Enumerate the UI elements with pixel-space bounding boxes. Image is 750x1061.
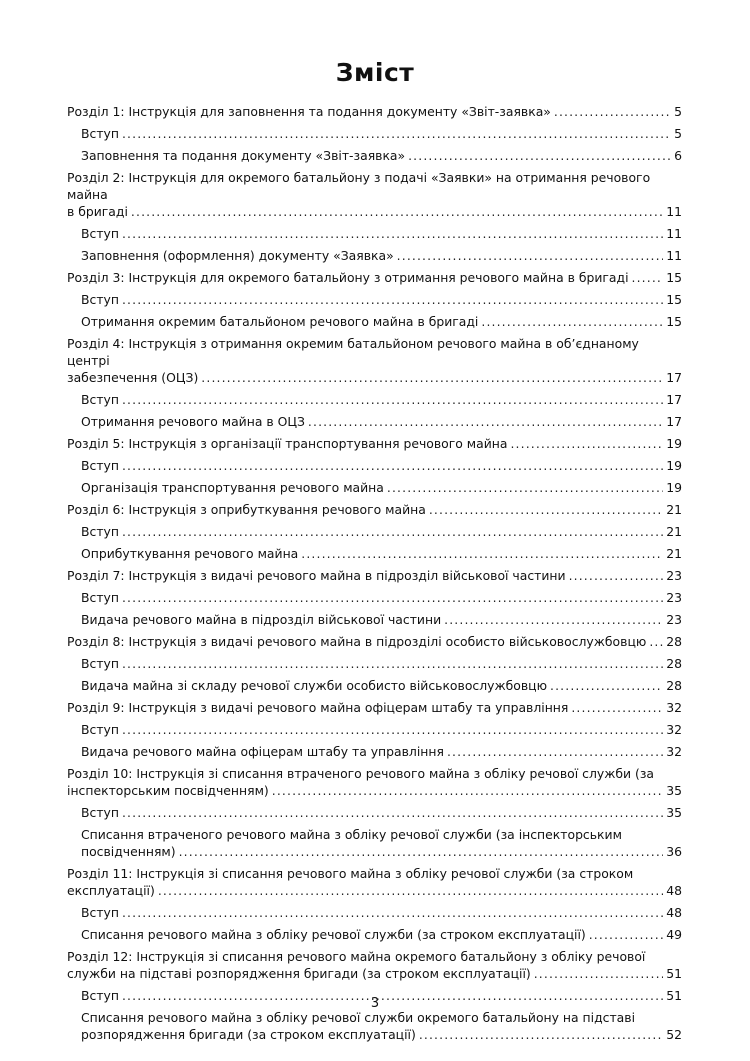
dot-leader [122, 904, 663, 921]
dot-leader [589, 926, 663, 943]
toc-entry-line [67, 435, 682, 452]
toc-entry-line [81, 677, 682, 694]
toc-section-entry[interactable] [67, 948, 682, 982]
toc-entry-page-number: 23 [666, 568, 682, 583]
toc-entry-page-number: 19 [666, 458, 682, 473]
toc-entry-page-number: 6 [674, 148, 682, 163]
toc-section-entry[interactable] [67, 765, 682, 799]
toc-entry-line [81, 291, 682, 308]
dot-leader [444, 611, 663, 628]
toc-subsection-entry[interactable] [67, 926, 682, 943]
toc-entry-text: Вступ [81, 458, 119, 473]
dot-leader [179, 843, 664, 860]
toc-entry-line [67, 269, 682, 286]
toc-entry-line [67, 501, 682, 518]
toc-entry-page-number: 5 [674, 126, 682, 141]
toc-entry-page-number: 11 [666, 204, 682, 219]
toc-entry-line [81, 125, 682, 142]
toc-entry-text-first-line: Списання втраченого речового майна з обліку речової служби (за інспекторським [81, 827, 622, 842]
dot-leader [397, 247, 664, 264]
toc-entry-text: Розділ 8: Інструкція з видачі речового майна в підрозділі особисто військовослужбовцю [67, 634, 647, 649]
dot-leader [158, 882, 663, 899]
toc-entry-page-number: 49 [666, 927, 682, 942]
toc-entry-page-number: 48 [666, 883, 682, 898]
toc-entry-line [67, 882, 682, 899]
toc-entry-text: Розділ 1: Інструкція для заповнення та подання документу «Звіт-заявка» [67, 104, 551, 119]
toc-entry-line [67, 965, 682, 982]
toc-entry-text: Оприбуткування речового майна [81, 546, 299, 561]
dot-leader [632, 269, 664, 286]
toc-entry-line [81, 804, 682, 821]
toc-entry-page-number: 17 [666, 370, 682, 385]
toc-entry-page-number: 21 [666, 524, 682, 539]
toc-entry-text: Вступ [81, 524, 119, 539]
toc-subsection-entry[interactable] [67, 677, 682, 694]
toc-entry-line [81, 843, 682, 860]
toc-entry-line [81, 926, 682, 943]
toc-entry-text: Вступ [81, 590, 119, 605]
dot-leader [569, 567, 664, 584]
toc-entry-line [81, 391, 682, 408]
toc-entry-text: Розділ 6: Інструкція з оприбуткування речового майна [67, 502, 426, 517]
toc-entry-line [81, 523, 682, 540]
dot-leader [122, 125, 671, 142]
toc-subsection-entry[interactable] [67, 743, 682, 760]
toc-entry-line [67, 699, 682, 716]
toc-entry-line [81, 611, 682, 628]
toc-entry-page-number: 28 [666, 678, 682, 693]
dot-leader [408, 147, 671, 164]
toc-entry-text: Списання речового майна з обліку речової служби (за строком експлуатації) [81, 927, 586, 942]
toc-section-entry[interactable] [67, 435, 682, 452]
toc-entry-text-first-line: Списання речового майна з обліку речової служби окремого батальйону на підставі [81, 1010, 636, 1025]
toc-entry-text: Вступ [81, 905, 119, 920]
toc-entry-line [67, 633, 682, 650]
toc-entry-text: розпорядження бригади (за строком експлуатації) [81, 1027, 416, 1042]
toc-entry-text: Отримання речового майна в ОЦЗ [81, 414, 305, 429]
toc-entry-page-number: 48 [666, 905, 682, 920]
toc-entry-line [81, 413, 682, 430]
toc-entry-text: забезпечення (ОЦЗ) [67, 370, 199, 385]
toc-entry-page-number: 32 [666, 722, 682, 737]
toc-entry-text: Вступ [81, 722, 119, 737]
toc-subsection-entry[interactable] [67, 125, 682, 142]
toc-entry-line [67, 103, 682, 120]
toc-entry-line [81, 743, 682, 760]
dot-leader [447, 743, 663, 760]
toc-entry-line [81, 225, 682, 242]
page-number: 3 [370, 996, 380, 1011]
toc-section-entry[interactable] [67, 335, 682, 386]
toc-entry-page-number: 15 [666, 314, 682, 329]
toc-subsection-entry[interactable] [67, 721, 682, 738]
toc-entry-text: Видача речового майна офіцерам штабу та управління [81, 744, 444, 759]
toc-entry-line [81, 479, 682, 496]
toc-entry-line [67, 369, 682, 386]
dot-leader [649, 633, 663, 650]
toc-entry-page-number: 51 [666, 988, 682, 1003]
toc-section-entry[interactable] [67, 865, 682, 899]
toc-section-entry[interactable] [67, 269, 682, 286]
toc-entry-line [81, 545, 682, 562]
toc-entry-line [81, 904, 682, 921]
toc-entry-text: в бригаді [67, 204, 128, 219]
toc-entry-page-number: 23 [666, 612, 682, 627]
toc-entry-text: служби на підставі розпорядження бригади (за строком експлуатації) [67, 966, 531, 981]
dot-leader [534, 965, 663, 982]
toc-entry-text: Розділ 9: Інструкція з видачі речового майна офіцерам штабу та управління [67, 700, 569, 715]
dot-leader [387, 479, 663, 496]
toc-entry-text: Організація транспортування речового майна [81, 480, 384, 495]
toc-subsection-entry[interactable] [67, 611, 682, 628]
toc-entry-page-number: 11 [666, 226, 682, 241]
toc-entry-text: Вступ [81, 656, 119, 671]
toc-entry-page-number: 19 [666, 436, 682, 451]
toc-entry-text-first-line: Розділ 10: Інструкція зі списання втраченого речового майна з обліку речової служби (за [67, 766, 655, 781]
toc-subsection-entry[interactable] [67, 479, 682, 496]
toc-entry-text: інспекторським посвідченням) [67, 783, 269, 798]
dot-leader [122, 804, 663, 821]
toc-entry-page-number: 11 [666, 248, 682, 263]
dot-leader [122, 391, 663, 408]
toc-entry-page-number: 17 [666, 392, 682, 407]
toc-entry-line [81, 247, 682, 264]
toc-subsection-entry[interactable] [67, 291, 682, 308]
toc-entry-page-number: 15 [666, 270, 682, 285]
toc-entry-page-number: 5 [674, 104, 682, 119]
toc-entry-text: посвідченням) [81, 844, 176, 859]
toc-entry-line [81, 655, 682, 672]
toc-subsection-entry[interactable] [67, 413, 682, 430]
dot-leader [122, 225, 663, 242]
toc-entry-text: Вступ [81, 226, 119, 241]
toc-entry-text-first-line: Розділ 4: Інструкція з отримання окремим батальйоном речового майна в об’єднаному центрі [67, 336, 639, 368]
toc-subsection-entry[interactable] [67, 313, 682, 330]
toc-entry-text: Розділ 5: Інструкція з організації транспортування речового майна [67, 436, 508, 451]
dot-leader [308, 413, 663, 430]
toc-section-entry[interactable] [67, 501, 682, 518]
toc-entry-page-number: 23 [666, 590, 682, 605]
dot-leader [122, 457, 663, 474]
toc-entry-page-number: 28 [666, 634, 682, 649]
toc-entry-text: Видача речового майна в підрозділ військової частини [81, 612, 442, 627]
dot-leader [122, 291, 663, 308]
dot-leader [571, 699, 663, 716]
toc-entry-page-number: 28 [666, 656, 682, 671]
toc-entry-page-number: 19 [666, 480, 682, 495]
toc-entry-page-number: 35 [666, 783, 682, 798]
dot-leader [550, 677, 663, 694]
toc-entry-text: Розділ 3: Інструкція для окремого батальйону з отримання речового майна в бригаді [67, 270, 629, 285]
toc-subsection-entry[interactable] [67, 589, 682, 606]
toc-entry-text: Розділ 7: Інструкція з видачі речового майна в підрозділ військової частини [67, 568, 566, 583]
toc-entry-text: Вступ [81, 988, 119, 1003]
toc-section-entry[interactable] [67, 567, 682, 584]
toc-entry-text: експлуатації) [67, 883, 155, 898]
dot-leader [272, 782, 663, 799]
toc-entry-text: Вступ [81, 805, 119, 820]
toc-entry-page-number: 15 [666, 292, 682, 307]
toc-subsection-entry[interactable] [67, 147, 682, 164]
toc-section-entry[interactable] [67, 169, 682, 220]
dot-leader [122, 721, 663, 738]
dot-leader [419, 1026, 663, 1043]
toc-subsection-entry[interactable] [67, 391, 682, 408]
dot-leader [429, 501, 663, 518]
toc-section-entry[interactable] [67, 633, 682, 650]
toc-entry-text: Вступ [81, 392, 119, 407]
toc-subsection-entry[interactable] [67, 247, 682, 264]
toc-subsection-entry[interactable] [67, 804, 682, 821]
toc-subsection-entry[interactable] [67, 225, 682, 242]
toc-entry-text: Вступ [81, 292, 119, 307]
toc-entry-line [81, 147, 682, 164]
dot-leader [122, 655, 663, 672]
toc-section-entry[interactable] [67, 699, 682, 716]
toc-entry-page-number: 32 [666, 700, 682, 715]
toc-subsection-entry[interactable] [67, 826, 682, 860]
toc-entry-page-number: 52 [666, 1027, 682, 1042]
toc-entry-line [81, 313, 682, 330]
toc-entry-line [81, 457, 682, 474]
toc-entry-page-number: 21 [666, 502, 682, 517]
toc-entry-page-number: 17 [666, 414, 682, 429]
toc-entry-page-number: 35 [666, 805, 682, 820]
dot-leader [481, 313, 663, 330]
page-title: Зміст [335, 58, 415, 87]
toc-entry-line [67, 567, 682, 584]
dot-leader [122, 589, 663, 606]
toc-subsection-entry[interactable] [67, 457, 682, 474]
dot-leader [122, 523, 663, 540]
toc-entry-page-number: 36 [666, 844, 682, 859]
toc-entry-page-number: 51 [666, 966, 682, 981]
toc-subsection-entry[interactable] [67, 545, 682, 562]
toc-entry-text: Заповнення та подання документу «Звіт-заявка» [81, 148, 406, 163]
toc-subsection-entry[interactable] [67, 655, 682, 672]
toc-entry-line [81, 589, 682, 606]
dot-leader [201, 369, 663, 386]
toc-entry-page-number: 32 [666, 744, 682, 759]
toc-entry-text: Видача майна зі складу речової служби особисто військовослужбовцю [81, 678, 548, 693]
toc-entry-text: Вступ [81, 126, 119, 141]
dot-leader [131, 203, 663, 220]
dot-leader [510, 435, 663, 452]
toc-subsection-entry[interactable] [67, 523, 682, 540]
toc-entry-text-first-line: Розділ 2: Інструкція для окремого батальйону з подачі «Заявки» на отримання речового майна [67, 170, 651, 202]
toc-entry-text: Отримання окремим батальйоном речового майна в бригаді [81, 314, 479, 329]
toc-subsection-entry[interactable] [67, 1009, 682, 1043]
dot-leader [554, 103, 671, 120]
toc-entry-page-number: 21 [666, 546, 682, 561]
toc-entry-line [81, 721, 682, 738]
dot-leader [301, 545, 663, 562]
toc-entry-line [67, 782, 682, 799]
toc-section-entry[interactable] [67, 103, 682, 120]
toc-entry-text-first-line: Розділ 12: Інструкція зі списання речового майна окремого батальйону з обліку речової [67, 949, 646, 964]
toc-subsection-entry[interactable] [67, 904, 682, 921]
toc-entry-line [81, 1026, 682, 1043]
toc-entry-text: Заповнення (оформлення) документу «Заявка» [81, 248, 394, 263]
toc-entry-line [67, 203, 682, 220]
toc-entry-text-first-line: Розділ 11: Інструкція зі списання речового майна з обліку речової служби (за строком [67, 866, 634, 881]
table-of-contents [67, 103, 682, 1043]
